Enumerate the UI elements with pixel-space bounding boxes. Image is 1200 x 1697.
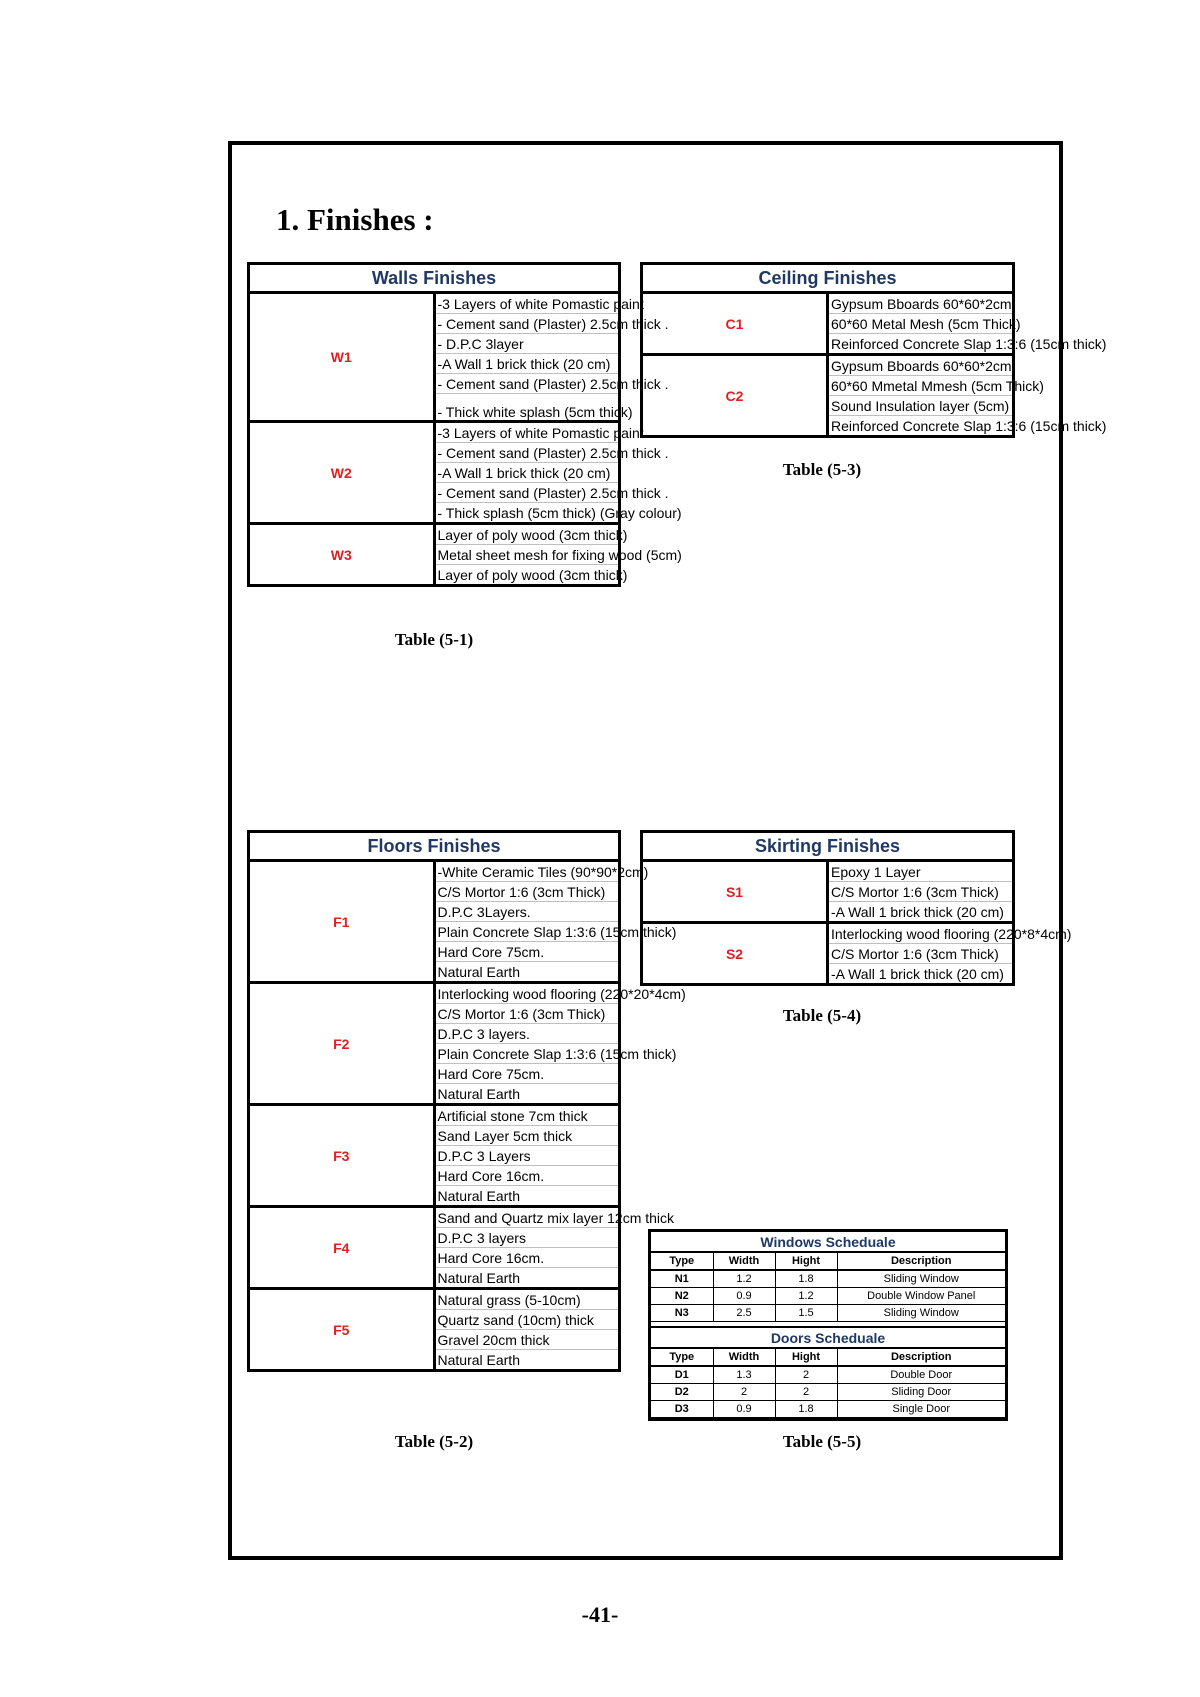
header-row <box>249 264 620 293</box>
layer-cell: - D.P.C 3layer <box>434 334 620 354</box>
ceiling-finishes-table <box>640 262 1107 438</box>
table-title: Walls Finishes <box>249 264 620 293</box>
skirting-finishes-table <box>640 830 1072 986</box>
layer-cell: Hard Core 16cm. <box>434 1166 620 1186</box>
finish-code: W1 <box>249 293 435 422</box>
finish-code: W3 <box>249 524 435 586</box>
layer-cell: - Thick white splash (5cm thick) <box>434 394 620 422</box>
schedule-cell: 2 <box>775 1366 837 1384</box>
table-title: Skirting Finishes <box>642 832 1014 861</box>
layer-cell: Quartz sand (10cm) thick <box>434 1310 620 1330</box>
finish-code: F4 <box>249 1207 435 1289</box>
layer-cell: Gypsum Bboards 60*60*2cm <box>828 293 1014 314</box>
layer-cell: Hard Core 75cm. <box>434 942 620 962</box>
table-title: Floors Finishes <box>249 832 620 861</box>
schedule-row <box>651 1288 1005 1305</box>
column-header: Type <box>651 1252 713 1270</box>
schedule-row <box>651 1366 1005 1384</box>
floors-table-caption: Table (5-2) <box>394 1432 474 1451</box>
skirting-table-caption: Table (5-4) <box>782 1006 862 1025</box>
layer-cell: Hard Core 16cm. <box>434 1248 620 1268</box>
schedule-cell: N2 <box>651 1288 713 1305</box>
finish-code: F2 <box>249 983 435 1105</box>
layer-cell: -A Wall 1 brick thick (20 cm) <box>828 902 1014 923</box>
schedule-cell: Single Door <box>837 1401 1005 1418</box>
column-header: Width <box>713 1348 775 1366</box>
page-number: -41- <box>581 1602 619 1627</box>
table-row <box>249 422 620 443</box>
windows-title-row <box>651 1232 1005 1252</box>
schedule-row <box>651 1401 1005 1418</box>
layer-cell: -White Ceramic Tiles (90*90*2cm) <box>434 861 620 882</box>
layer-cell: D.P.C 3 layers. <box>434 1024 620 1044</box>
table-row <box>642 355 1014 376</box>
finish-code: F3 <box>249 1105 435 1207</box>
finish-code: S2 <box>642 923 828 985</box>
layer-cell: Interlocking wood flooring (220*8*4cm) <box>828 923 1014 944</box>
schedule-cell: Double Door <box>837 1366 1005 1384</box>
layer-cell: Natural Earth <box>434 1084 620 1105</box>
layer-cell: Gravel 20cm thick <box>434 1330 620 1350</box>
layer-cell: D.P.C 3 layers <box>434 1228 620 1248</box>
layer-cell: -3 Layers of white Pomastic paint <box>434 422 620 443</box>
windows-schedule-title: Windows Scheduale <box>651 1232 1005 1252</box>
finish-code: C2 <box>642 355 828 437</box>
finish-code: S1 <box>642 861 828 923</box>
walls-finishes-table <box>247 262 682 587</box>
table-row <box>642 293 1014 314</box>
layer-cell: Sand Layer 5cm thick <box>434 1126 620 1146</box>
schedule-cell: Sliding Window <box>837 1305 1005 1322</box>
layer-cell: Epoxy 1 Layer <box>828 861 1014 882</box>
walls-table-caption: Table (5-1) <box>394 630 474 649</box>
layer-cell: Sound Insulation layer (5cm) <box>828 396 1014 416</box>
windows-doors-schedule <box>648 1229 1008 1421</box>
layer-cell: Hard Core 75cm. <box>434 1064 620 1084</box>
schedule-cell: 1.8 <box>775 1401 837 1418</box>
layer-cell: - Cement sand (Plaster) 2.5cm thick . <box>434 483 620 503</box>
schedule-cell: 2.5 <box>713 1305 775 1322</box>
schedule-cell: 1.3 <box>713 1366 775 1384</box>
schedule-header-row <box>651 1348 1005 1366</box>
header-row <box>642 264 1014 293</box>
schedule-header-row <box>651 1252 1005 1270</box>
layer-cell: -A Wall 1 brick thick (20 cm) <box>434 354 620 374</box>
layer-cell: Gypsum Bboards 60*60*2cm <box>828 355 1014 376</box>
finish-code: F1 <box>249 861 435 983</box>
schedule-cell: 2 <box>775 1384 837 1401</box>
schedule-cell: 2 <box>713 1384 775 1401</box>
table-row <box>249 1289 620 1310</box>
layer-cell: D.P.C 3 Layers <box>434 1146 620 1166</box>
schedule-cell: Sliding Door <box>837 1384 1005 1401</box>
schedule-row <box>651 1384 1005 1401</box>
layer-cell: - Cement sand (Plaster) 2.5cm thick . <box>434 314 620 334</box>
layer-cell: C/S Mortor 1:6 (3cm Thick) <box>828 944 1014 964</box>
schedule-cell: Sliding Window <box>837 1270 1005 1288</box>
table-row <box>642 923 1014 944</box>
layer-cell: - Cement sand (Plaster) 2.5cm thick . <box>434 443 620 463</box>
layer-cell: - Cement sand (Plaster) 2.5cm thick . <box>434 374 620 394</box>
column-header: Description <box>837 1348 1005 1366</box>
schedule-table-caption: Table (5-5) <box>782 1432 862 1451</box>
table-row <box>249 1105 620 1126</box>
layer-cell: C/S Mortor 1:6 (3cm Thick) <box>434 882 620 902</box>
table-row <box>249 1207 620 1228</box>
doors-schedule-title: Doors Scheduale <box>651 1327 1005 1348</box>
schedule-cell: 0.9 <box>713 1288 775 1305</box>
layer-cell: -A Wall 1 brick thick (20 cm) <box>828 964 1014 985</box>
table-row <box>249 293 620 314</box>
layer-cell: C/S Mortor 1:6 (3cm Thick) <box>434 1004 620 1024</box>
schedule-cell: 0.9 <box>713 1401 775 1418</box>
section-heading: 1. Finishes : <box>276 202 434 237</box>
column-header: Type <box>651 1348 713 1366</box>
schedule-cell: Double Window Panel <box>837 1288 1005 1305</box>
schedule-cell: 1.5 <box>775 1305 837 1322</box>
layer-cell: -3 Layers of white Pomastic paint <box>434 293 620 314</box>
column-header: Width <box>713 1252 775 1270</box>
header-row <box>249 832 620 861</box>
layer-cell: Plain Concrete Slap 1:3:6 (15cm thick) <box>434 1044 620 1064</box>
schedule-cell: D3 <box>651 1401 713 1418</box>
finish-code: F5 <box>249 1289 435 1371</box>
layer-cell: Natural Earth <box>434 1268 620 1289</box>
layer-cell: Reinforced Concrete Slap 1:3:6 (15cm thick) <box>828 416 1014 437</box>
layer-cell: Natural Earth <box>434 962 620 983</box>
finish-code: W2 <box>249 422 435 524</box>
schedule-cell: 1.2 <box>775 1288 837 1305</box>
table-row <box>249 861 620 882</box>
ceiling-table-caption: Table (5-3) <box>782 460 862 479</box>
column-header: Description <box>837 1252 1005 1270</box>
layer-cell: Reinforced Concrete Slap 1:3:6 (15cm thick) <box>828 334 1014 355</box>
layer-cell: Sand and Quartz mix layer 12cm thick <box>434 1207 620 1228</box>
schedule-cell: 1.8 <box>775 1270 837 1288</box>
schedule-row <box>651 1305 1005 1322</box>
schedule-cell: N1 <box>651 1270 713 1288</box>
schedule-cell: D2 <box>651 1384 713 1401</box>
header-row <box>642 832 1014 861</box>
schedule-row <box>651 1270 1005 1288</box>
layer-cell: 60*60 Metal Mesh (5cm Thick) <box>828 314 1014 334</box>
doors-title-row <box>651 1327 1005 1348</box>
layer-cell: C/S Mortor 1:6 (3cm Thick) <box>828 882 1014 902</box>
layer-cell: - Thick splash (5cm thick) (Gray colour) <box>434 503 620 524</box>
layer-cell: Natural Earth <box>434 1186 620 1207</box>
layer-cell: Interlocking wood flooring (220*20*4cm) <box>434 983 620 1004</box>
layer-cell: Plain Concrete Slap 1:3:6 (15cm thick) <box>434 922 620 942</box>
layer-cell: Natural grass (5-10cm) <box>434 1289 620 1310</box>
schedule-cell: 1.2 <box>713 1270 775 1288</box>
layer-cell: Layer of poly wood (3cm thick) <box>434 524 620 545</box>
column-header: Hight <box>775 1252 837 1270</box>
finish-code: C1 <box>642 293 828 355</box>
table-row <box>642 861 1014 882</box>
layer-cell: Layer of poly wood (3cm thick) <box>434 565 620 586</box>
column-header: Hight <box>775 1348 837 1366</box>
schedule-cell: N3 <box>651 1305 713 1322</box>
table-row <box>249 524 620 545</box>
layer-cell: Metal sheet mesh for fixing wood (5cm) <box>434 545 620 565</box>
layer-cell: Natural Earth <box>434 1350 620 1371</box>
layer-cell: D.P.C 3Layers. <box>434 902 620 922</box>
table-title: Ceiling Finishes <box>642 264 1014 293</box>
layer-cell: Artificial stone 7cm thick <box>434 1105 620 1126</box>
table-row <box>249 983 620 1004</box>
schedule-cell: D1 <box>651 1366 713 1384</box>
layer-cell: 60*60 Mmetal Mmesh (5cm Thick) <box>828 376 1014 396</box>
layer-cell: -A Wall 1 brick thick (20 cm) <box>434 463 620 483</box>
